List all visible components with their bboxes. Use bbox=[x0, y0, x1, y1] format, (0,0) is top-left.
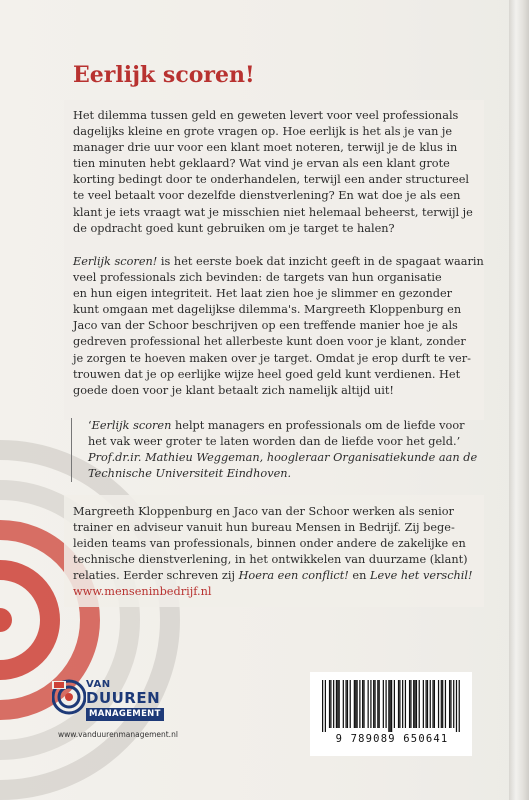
text-line: manager drie uur voor een klant moet noteren, terwijl je de klus in bbox=[73, 141, 458, 155]
barcode-bar bbox=[373, 680, 374, 728]
barcode-bars-icon bbox=[322, 680, 460, 732]
barcode-bar bbox=[329, 680, 330, 728]
quote-line: het vak weer groter te laten worden dan de liefde voor het geld.’ bbox=[88, 435, 461, 449]
barcode-bar bbox=[363, 680, 364, 728]
barcode-bar bbox=[405, 680, 406, 728]
text-line: trainer en adviseur vanuit hun bureau Mensen in Bedrijf. Zij bege- bbox=[73, 521, 455, 535]
text-line: trouwen dat je op eerlijke wijze heel goed geld kunt verdienen. Het bbox=[73, 367, 461, 381]
barcode-bar bbox=[402, 680, 403, 728]
barcode-bar bbox=[394, 680, 395, 728]
barcode-bar bbox=[330, 680, 331, 728]
barcode-bar bbox=[390, 680, 391, 732]
text-line: te veel betaalt voor dezelfde dienstverlening? En wat doe je als een bbox=[73, 189, 461, 203]
quote-book-title: Eerlijk scoren bbox=[91, 419, 172, 432]
text-line: je zorgen te hoeven maken over je target. Omdat je erop durft te ver- bbox=[73, 351, 471, 365]
barcode-bar bbox=[325, 680, 326, 732]
attribution-text: Prof.dr.ir. Mathieu Weggeman, hoogleraar Organisatiekunde aan de bbox=[88, 451, 478, 465]
barcode-bar bbox=[370, 680, 371, 728]
barcode-bar bbox=[339, 680, 340, 728]
text-line: tien minuten hebt geklaard? Wat vind je ervan als een klant grote bbox=[73, 157, 450, 171]
text-line: leiden teams van professionals, binnen onder andere de zakelijke en bbox=[73, 537, 466, 551]
barcode-bar bbox=[423, 680, 424, 728]
authors-website-link[interactable]: www.menseninbedrijf.nl bbox=[73, 585, 212, 599]
text-line: Jaco van der Schoor beschrijven op een treffende manier hoe je als bbox=[73, 319, 458, 333]
barcode-bar bbox=[419, 680, 420, 728]
barcode-bar bbox=[416, 680, 417, 728]
barcode-bar bbox=[391, 680, 392, 732]
book-title-leve: Leve het verschil! bbox=[370, 569, 473, 583]
publisher-logo-wordmark bbox=[86, 680, 164, 721]
barcode-bar bbox=[441, 680, 442, 728]
barcode-bar bbox=[377, 680, 378, 728]
isbn-digits: 9 789089 650641 bbox=[335, 733, 449, 745]
text-line: dagelijks kleine en grote vragen op. Hoe eerlijk is het als je van je bbox=[73, 125, 453, 139]
description-paragraph bbox=[73, 254, 484, 399]
text-fragment: relaties. Eerder schreven zij bbox=[73, 569, 239, 583]
barcode-bar bbox=[350, 680, 351, 728]
barcode-bar bbox=[442, 680, 443, 728]
barcode-bar bbox=[322, 680, 323, 732]
barcode-bar bbox=[355, 680, 356, 728]
endorsement-quote bbox=[71, 418, 498, 482]
barcode-bar bbox=[426, 680, 427, 728]
isbn-barcode bbox=[310, 672, 472, 756]
text-line: korting bedingt door te onderhandelen, terwijl een ander structureel bbox=[73, 173, 470, 187]
text-line: technische dienstverlening, in het ontwikkelen van duurzame (klant) bbox=[73, 553, 468, 567]
barcode-bar bbox=[450, 680, 451, 728]
quote-line bbox=[88, 418, 498, 434]
text-line bbox=[73, 254, 484, 270]
barcode-bar bbox=[333, 680, 334, 728]
text-fragment: helpt managers en professionals om de liefde voor bbox=[171, 419, 465, 432]
barcode-bar bbox=[336, 680, 337, 728]
barcode-bar bbox=[385, 680, 386, 728]
quote-attribution bbox=[88, 450, 498, 466]
barcode-bar bbox=[374, 680, 375, 728]
barcode-bar bbox=[409, 680, 410, 728]
text-line: veel professionals zich bevinden: de targets van hun organisatie bbox=[73, 271, 442, 285]
barcode-bar bbox=[357, 680, 358, 728]
book-title-hoera: Hoera een conflict! bbox=[238, 569, 349, 583]
barcode-bar bbox=[410, 680, 411, 728]
barcode-bar bbox=[459, 680, 460, 732]
book-title: Eerlijk scoren! bbox=[73, 62, 255, 88]
spine-edge bbox=[509, 0, 529, 800]
barcode-bar bbox=[449, 680, 450, 728]
publisher-logo-line3: MANAGEMENT bbox=[86, 708, 164, 721]
barcode-bar bbox=[453, 680, 454, 728]
text-fragment: is het eerste boek dat inzicht geeft in de spagaat waarin bbox=[157, 255, 484, 268]
intro-paragraph bbox=[73, 108, 473, 237]
text-line: goede doen voor je klant betaalt zich namelijk altijd uit! bbox=[73, 383, 394, 397]
barcode-bar bbox=[354, 680, 355, 728]
barcode-bar bbox=[430, 680, 431, 728]
publisher-logo-line1: VAN bbox=[86, 679, 111, 690]
barcode-bar bbox=[445, 680, 446, 728]
barcode-bar bbox=[432, 680, 433, 728]
barcode-bar bbox=[383, 680, 384, 728]
text-line: gedreven professional het allerbeste kunt doen voor je klant, zonder bbox=[73, 335, 466, 349]
attribution-text: Technische Universiteit Eindhoven. bbox=[88, 467, 292, 481]
book-title-italic: Eerlijk scoren! bbox=[73, 255, 158, 268]
text-line: Margreeth Kloppenburg en Jaco van der Schoor werken als senior bbox=[73, 505, 454, 518]
barcode-bar bbox=[368, 680, 369, 728]
barcode-bar bbox=[347, 680, 348, 728]
barcode-bar bbox=[359, 680, 360, 728]
text-line: Het dilemma tussen geld en geweten levert voor veel professionals bbox=[73, 109, 459, 122]
text-fragment: en bbox=[348, 569, 370, 583]
authors-paragraph bbox=[73, 504, 473, 601]
publisher-url-link[interactable]: www.vanduurenmanagement.nl bbox=[58, 730, 178, 739]
publisher-logo-icon bbox=[52, 677, 86, 717]
text-line bbox=[73, 568, 473, 584]
barcode-bar bbox=[456, 680, 457, 732]
barcode-bar bbox=[438, 680, 439, 728]
quote-attribution bbox=[88, 466, 498, 482]
text-line: klant je iets vraagt wat je misschien niet helemaal beheerst, terwijl je bbox=[73, 205, 473, 219]
barcode-bar bbox=[362, 680, 363, 728]
barcode-bar bbox=[414, 680, 415, 728]
publisher-logo-line2: DUUREN bbox=[86, 689, 161, 707]
barcode-bar bbox=[427, 680, 428, 728]
text-line: en hun eigen integriteit. Het laat zien hoe je slimmer en gezonder bbox=[73, 287, 453, 301]
barcode-bar bbox=[388, 680, 389, 732]
quote-open-mark: ‘ bbox=[88, 419, 92, 432]
barcode-bar bbox=[398, 680, 399, 728]
barcode-bar bbox=[337, 680, 338, 728]
barcode-bar bbox=[345, 680, 346, 728]
text-line: de opdracht goed kunt gebruiken om je target te halen? bbox=[73, 221, 395, 235]
barcode-bar bbox=[434, 680, 435, 728]
text-line: kunt omgaan met dagelijkse dilemma's. Margreeth Kloppenburg en bbox=[73, 303, 462, 317]
barcode-bar bbox=[379, 680, 380, 728]
barcode-bar bbox=[343, 680, 344, 728]
barcode-bar bbox=[413, 680, 414, 728]
barcode-bar bbox=[399, 680, 400, 728]
